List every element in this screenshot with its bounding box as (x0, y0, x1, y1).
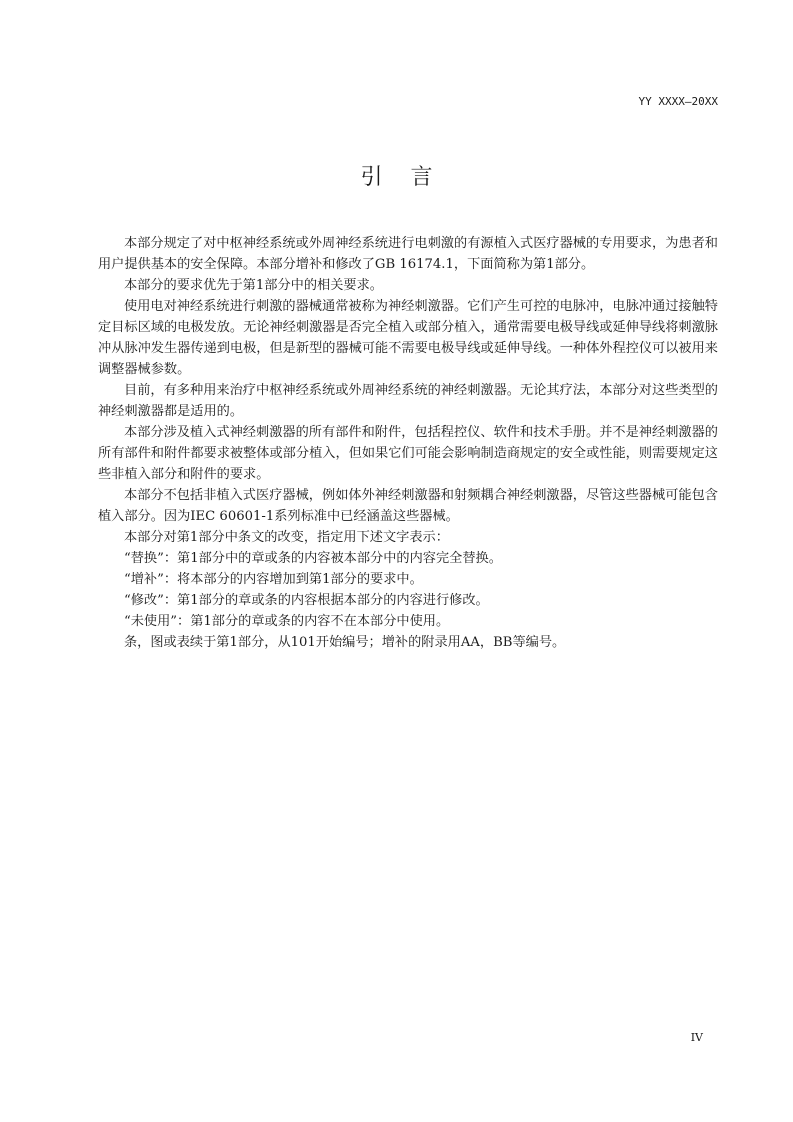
paragraph-numbering: 条，图或表续于第1部分，从101开始编号；增补的附录用AA，BB等编号。 (124, 635, 566, 650)
paragraph-priority: 本部分的要求优先于第1部分中的相关要求。 (124, 278, 383, 293)
paragraph-amendment: “修改”：第1部分的章或条的内容根据本部分的内容进行修改。 (124, 593, 489, 608)
page-title: 引言 (360, 165, 461, 190)
paragraph-not-used: “未使用”：第1部分的章或条的内容不在本部分中使用。 (124, 614, 450, 629)
page-number: IV (690, 1031, 703, 1044)
paragraph-change-notation: 本部分对第1部分中条文的改变，指定用下述文字表示： (124, 530, 449, 545)
paragraph-components: 本部分涉及植入式神经刺激器的所有部件和附件，包括程控仪、软件和技术手册。并不是神经刺激器的所有部件和附件都要求被整体或部分植入，但如果它们可能会影响制造商规定的安全或性能，则需要规定这些非植入部分和附件的要求。 (98, 425, 718, 482)
paragraph-neurostimulator-definition: 使用电对神经系统进行刺激的器械通常被称为神经刺激器。它们产生可控的电脉冲，电脉冲通过接触特定目标区域的电极发放。无论神经刺激器是否完全植入或部分植入，通常需要电极导线或延伸导线将刺激脉冲从脉冲发生器传递到电极，但是新型的器械可能不需要电极导线或延伸导线。一种体外程控仪可以被用来调整器械参数。 (98, 299, 718, 377)
paragraph-exclusions: 本部分不包括非植入式医疗器械，例如体外神经刺激器和射频耦合神经刺激器，尽管这些器械可能包含植入部分。因为IEC 60601-1系列标准中已经涵盖这些器械。 (98, 488, 718, 524)
introduction-body (98, 233, 718, 653)
paragraph-addition: “增补”：将本部分的内容增加到第1部分的要求中。 (124, 572, 423, 587)
standard-code-header: YY XXXX—20XX (638, 95, 718, 108)
paragraph-replacement: “替换”：第1部分中的章或条的内容被本部分中的内容完全替换。 (124, 551, 502, 566)
paragraph-applicability: 目前，有多种用来治疗中枢神经系统或外周神经系统的神经刺激器。无论其疗法，本部分对这些类型的神经刺激器都是适用的。 (98, 383, 718, 419)
paragraph-scope: 本部分规定了对中枢神经系统或外周神经系统进行电刺激的有源植入式医疗器械的专用要求，为患者和用户提供基本的安全保障。本部分增补和修改了GB 16174.1，下面简称为第1部分。 (98, 236, 718, 272)
